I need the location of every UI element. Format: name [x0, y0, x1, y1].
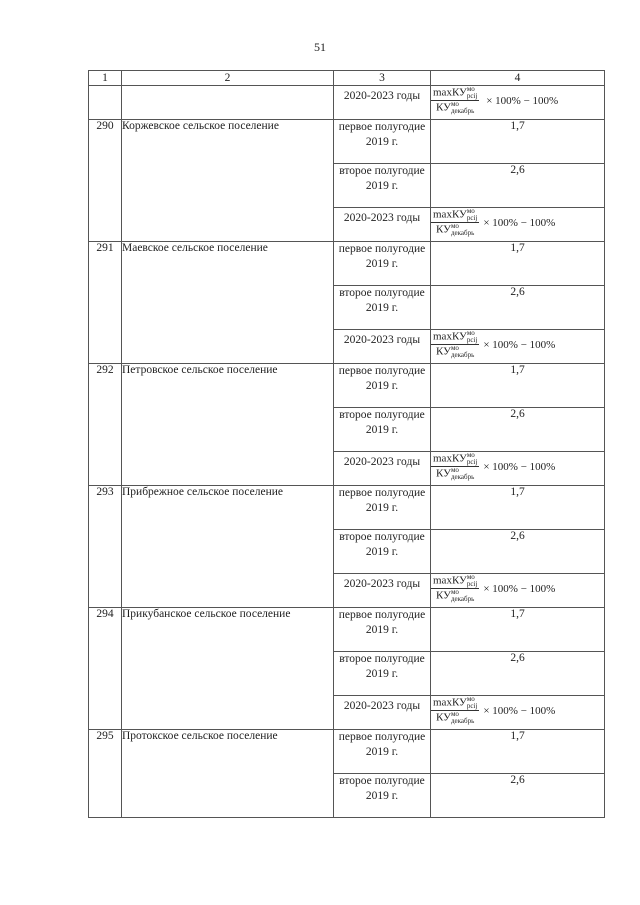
table-cell [89, 86, 122, 120]
formula-num-sub: pcij [466, 214, 478, 222]
formula-tail: × 100% − 100% [483, 582, 556, 595]
formula-fraction [431, 86, 479, 115]
formula-fraction [431, 330, 479, 359]
table-row [89, 120, 605, 164]
value-cell: 2,6 [431, 408, 605, 452]
table-row [89, 242, 605, 286]
header-row [89, 71, 605, 86]
period-cell: второе полугодие 2019 г. [334, 408, 431, 452]
value-cell: 1,7 [431, 486, 605, 530]
formula-num-sup: мо [466, 695, 475, 703]
period-cell: первое полугодие 2019 г. [334, 364, 431, 408]
formula-num-sup: мо [466, 573, 475, 581]
formula-cell [431, 208, 605, 242]
table-row [89, 608, 605, 652]
formula-cell [431, 330, 605, 364]
value-cell: 1,7 [431, 608, 605, 652]
continuation-row [89, 86, 605, 120]
formula-num-sub: pcij [466, 458, 478, 466]
header-col-4: 4 [431, 71, 605, 86]
settlement-name: Коржевское сельское поселение [122, 120, 334, 242]
period-cell: первое полугодие 2019 г. [334, 120, 431, 164]
settlement-name: Протокское сельское поселение [122, 730, 334, 818]
value-cell: 2,6 [431, 774, 605, 818]
header-col-2: 2 [122, 71, 334, 86]
settlement-name: Маевское сельское поселение [122, 242, 334, 364]
formula-den-sup: мо [450, 466, 459, 474]
formula-cell [431, 86, 605, 120]
formula-den-sub: декабрь [450, 595, 475, 603]
formula-numerator: maxКУ [433, 696, 467, 709]
formula-den-sub: декабрь [450, 473, 475, 481]
formula-tail: × 100% − 100% [486, 94, 559, 107]
table-row [89, 364, 605, 408]
formula-num-sup: мо [466, 451, 475, 459]
formula-den-sub: декабрь [450, 229, 475, 237]
row-number: 290 [89, 120, 122, 242]
formula-denominator: КУ [436, 711, 451, 724]
formula-num-sub: pcij [466, 336, 478, 344]
page-number: 51 [314, 40, 326, 54]
row-number: 291 [89, 242, 122, 364]
formula-denominator: КУ [436, 223, 451, 236]
value-cell: 1,7 [431, 730, 605, 774]
formula-num-sup: мо [466, 207, 475, 215]
period-cell: второе полугодие 2019 г. [334, 652, 431, 696]
formula-num-sub: pcij [466, 702, 478, 710]
period-cell: первое полугодие 2019 г. [334, 242, 431, 286]
period-cell: 2020-2023 годы [334, 86, 431, 120]
period-cell: второе полугодие 2019 г. [334, 774, 431, 818]
formula-denominator: КУ [436, 101, 451, 114]
formula-den-sup: мо [450, 344, 459, 352]
value-cell: 2,6 [431, 164, 605, 208]
period-cell: первое полугодие 2019 г. [334, 730, 431, 774]
period-cell: второе полугодие 2019 г. [334, 164, 431, 208]
formula-num-sup: мо [466, 85, 475, 93]
formula-den-sub: декабрь [450, 717, 475, 725]
formula-cell [431, 696, 605, 730]
formula-den-sup: мо [450, 710, 459, 718]
formula-num-sup: мо [466, 329, 475, 337]
formula-fraction [431, 452, 479, 481]
table-row [89, 730, 605, 774]
formula-numerator: maxКУ [433, 452, 467, 465]
formula-denominator: КУ [436, 345, 451, 358]
formula-tail: × 100% − 100% [483, 704, 556, 717]
row-number: 295 [89, 730, 122, 818]
period-cell: первое полугодие 2019 г. [334, 608, 431, 652]
row-number: 292 [89, 364, 122, 486]
formula-num-sub: pcij [466, 92, 478, 100]
formula-cell [431, 574, 605, 608]
formula-denominator: КУ [436, 589, 451, 602]
header-col-1: 1 [89, 71, 122, 86]
formula-den-sup: мо [450, 100, 459, 108]
formula-tail: × 100% − 100% [483, 216, 556, 229]
table-row [89, 486, 605, 530]
formula-den-sub: декабрь [450, 107, 475, 115]
header-col-3: 3 [334, 71, 431, 86]
period-cell: второе полугодие 2019 г. [334, 286, 431, 330]
formula-num-sub: pcij [466, 580, 478, 588]
formula-numerator: maxКУ [433, 208, 467, 221]
formula-den-sup: мо [450, 222, 459, 230]
value-cell: 2,6 [431, 530, 605, 574]
table-cell [122, 86, 334, 120]
formula-numerator: maxКУ [433, 86, 467, 99]
period-cell: 2020-2023 годы [334, 330, 431, 364]
period-cell: 2020-2023 годы [334, 574, 431, 608]
value-cell: 1,7 [431, 120, 605, 164]
formula-fraction [431, 696, 479, 725]
municipal-table [88, 70, 605, 818]
formula-tail: × 100% − 100% [483, 338, 556, 351]
formula-den-sup: мо [450, 588, 459, 596]
period-cell: 2020-2023 годы [334, 696, 431, 730]
value-cell: 2,6 [431, 286, 605, 330]
formula-numerator: maxКУ [433, 574, 467, 587]
period-cell: первое полугодие 2019 г. [334, 486, 431, 530]
settlement-name: Прикубанское сельское поселение [122, 608, 334, 730]
row-number: 294 [89, 608, 122, 730]
value-cell: 1,7 [431, 242, 605, 286]
formula-numerator: maxКУ [433, 330, 467, 343]
settlement-name: Прибрежное сельское поселение [122, 486, 334, 608]
period-cell: 2020-2023 годы [334, 208, 431, 242]
row-number: 293 [89, 486, 122, 608]
formula-fraction [431, 574, 479, 603]
value-cell: 2,6 [431, 652, 605, 696]
period-cell: 2020-2023 годы [334, 452, 431, 486]
formula-tail: × 100% − 100% [483, 460, 556, 473]
formula-denominator: КУ [436, 467, 451, 480]
value-cell: 1,7 [431, 364, 605, 408]
settlement-name: Петровское сельское поселение [122, 364, 334, 486]
formula-fraction [431, 208, 479, 237]
period-cell: второе полугодие 2019 г. [334, 530, 431, 574]
formula-den-sub: декабрь [450, 351, 475, 359]
formula-cell [431, 452, 605, 486]
